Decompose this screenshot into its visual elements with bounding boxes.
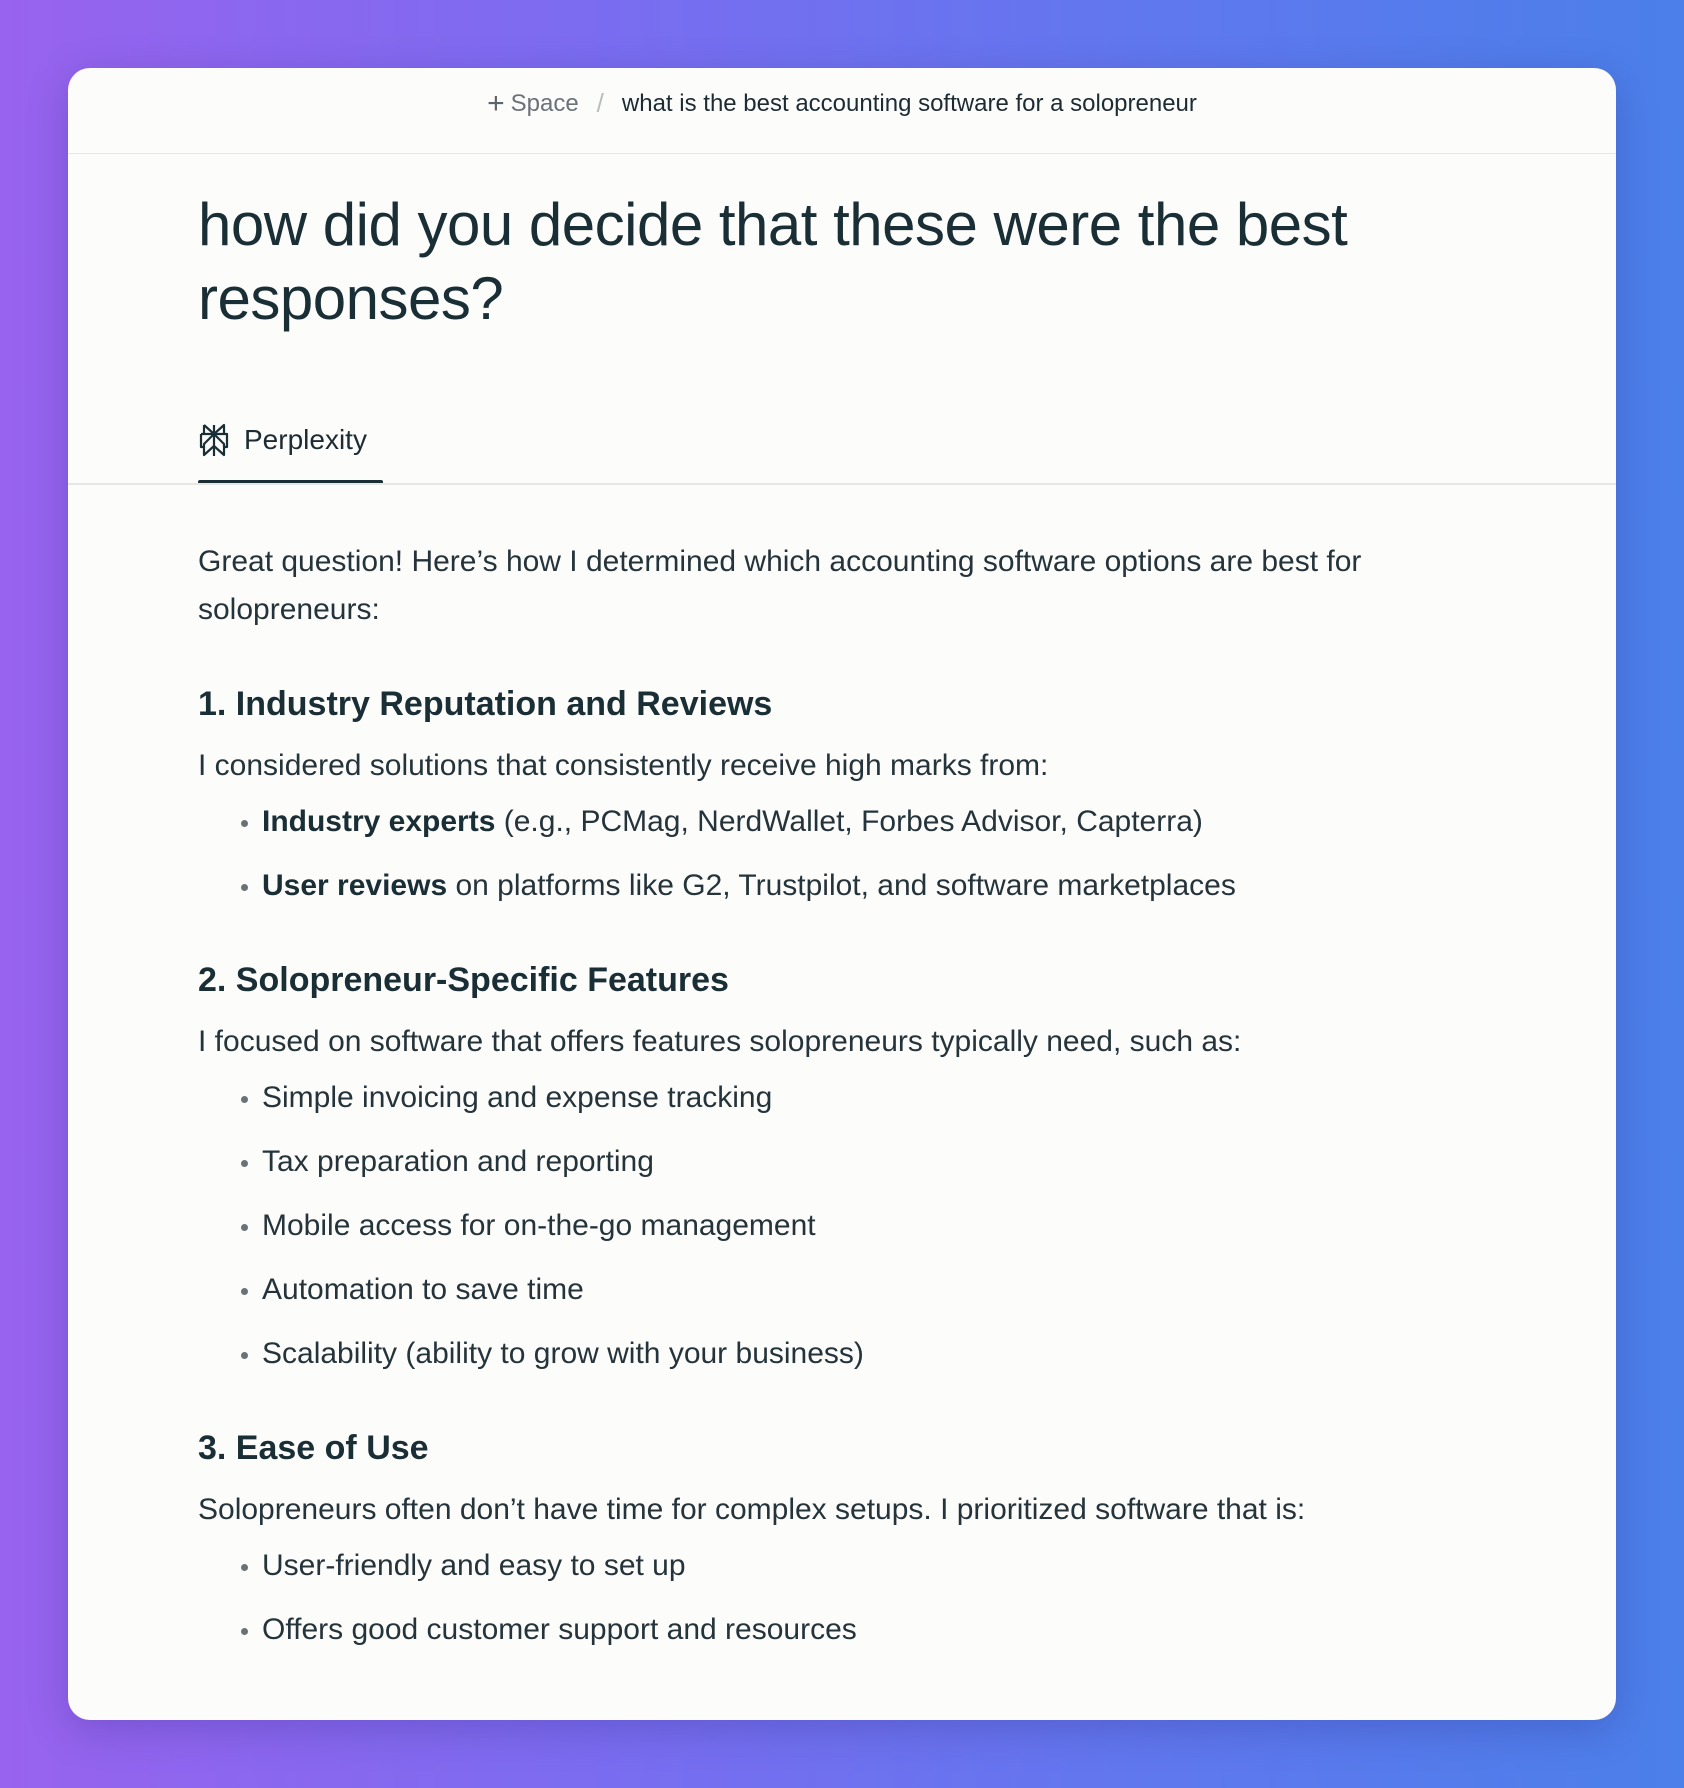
answer-intro: Great question! Here’s how I determined which accounting software options are best for solopreneurs: <box>198 545 1362 626</box>
section-heading: 2. Solopreneur-Specific Features <box>198 961 729 999</box>
list-item-text: (e.g., PCMag, NerdWallet, Forbes Advisor, Capterra) <box>495 805 1203 838</box>
list-item-text: on platforms like G2, Trustpilot, and software marketplaces <box>447 869 1236 902</box>
plus-icon: + <box>487 86 505 120</box>
list-item-bold: User reviews <box>262 869 448 902</box>
space-button[interactable] <box>487 86 579 120</box>
list-item: • Automation to save time <box>262 1266 1496 1314</box>
answer-body <box>68 484 1616 1654</box>
breadcrumb-separator: / <box>596 88 604 118</box>
list-item-bold: Industry experts <box>262 805 496 838</box>
section-list <box>198 1542 1496 1654</box>
list-item: • Scalability (ability to grow with your business) <box>262 1330 1496 1378</box>
list-item: • Simple invoicing and expense tracking <box>262 1074 1496 1122</box>
section-list <box>198 798 1496 910</box>
list-item: • Mobile access for on-the-go management <box>262 1202 1496 1250</box>
list-item: • Offers good customer support and resources <box>262 1606 1496 1654</box>
breadcrumb <box>68 68 1616 154</box>
tab-perplexity[interactable] <box>198 400 367 480</box>
space-label: Space <box>510 89 579 117</box>
page-title: how did you decide that these were the best responses? <box>198 191 1348 332</box>
list-item <box>262 862 1496 910</box>
app-window <box>68 68 1616 1720</box>
answer-tabs <box>68 400 1616 484</box>
section-lead: I considered solutions that consistently receive high marks from: <box>198 749 1049 782</box>
section-heading: 3. Ease of Use <box>198 1429 429 1467</box>
tabs-divider <box>68 483 1616 485</box>
tab-label: Perplexity <box>244 424 367 455</box>
list-item <box>262 798 1496 846</box>
section-lead: I focused on software that offers features solopreneurs typically need, such as: <box>198 1025 1242 1058</box>
list-item: • User-friendly and easy to set up <box>262 1542 1496 1590</box>
perplexity-logo-icon <box>198 422 230 458</box>
thread-title[interactable]: what is the best accounting software for a solopreneur <box>621 89 1197 117</box>
section-list <box>198 1074 1496 1378</box>
section-lead: Solopreneurs often don’t have time for complex setups. I prioritized software that is: <box>198 1493 1306 1526</box>
section-heading: 1. Industry Reputation and Reviews <box>198 685 773 723</box>
list-item: • Tax preparation and reporting <box>262 1138 1496 1186</box>
